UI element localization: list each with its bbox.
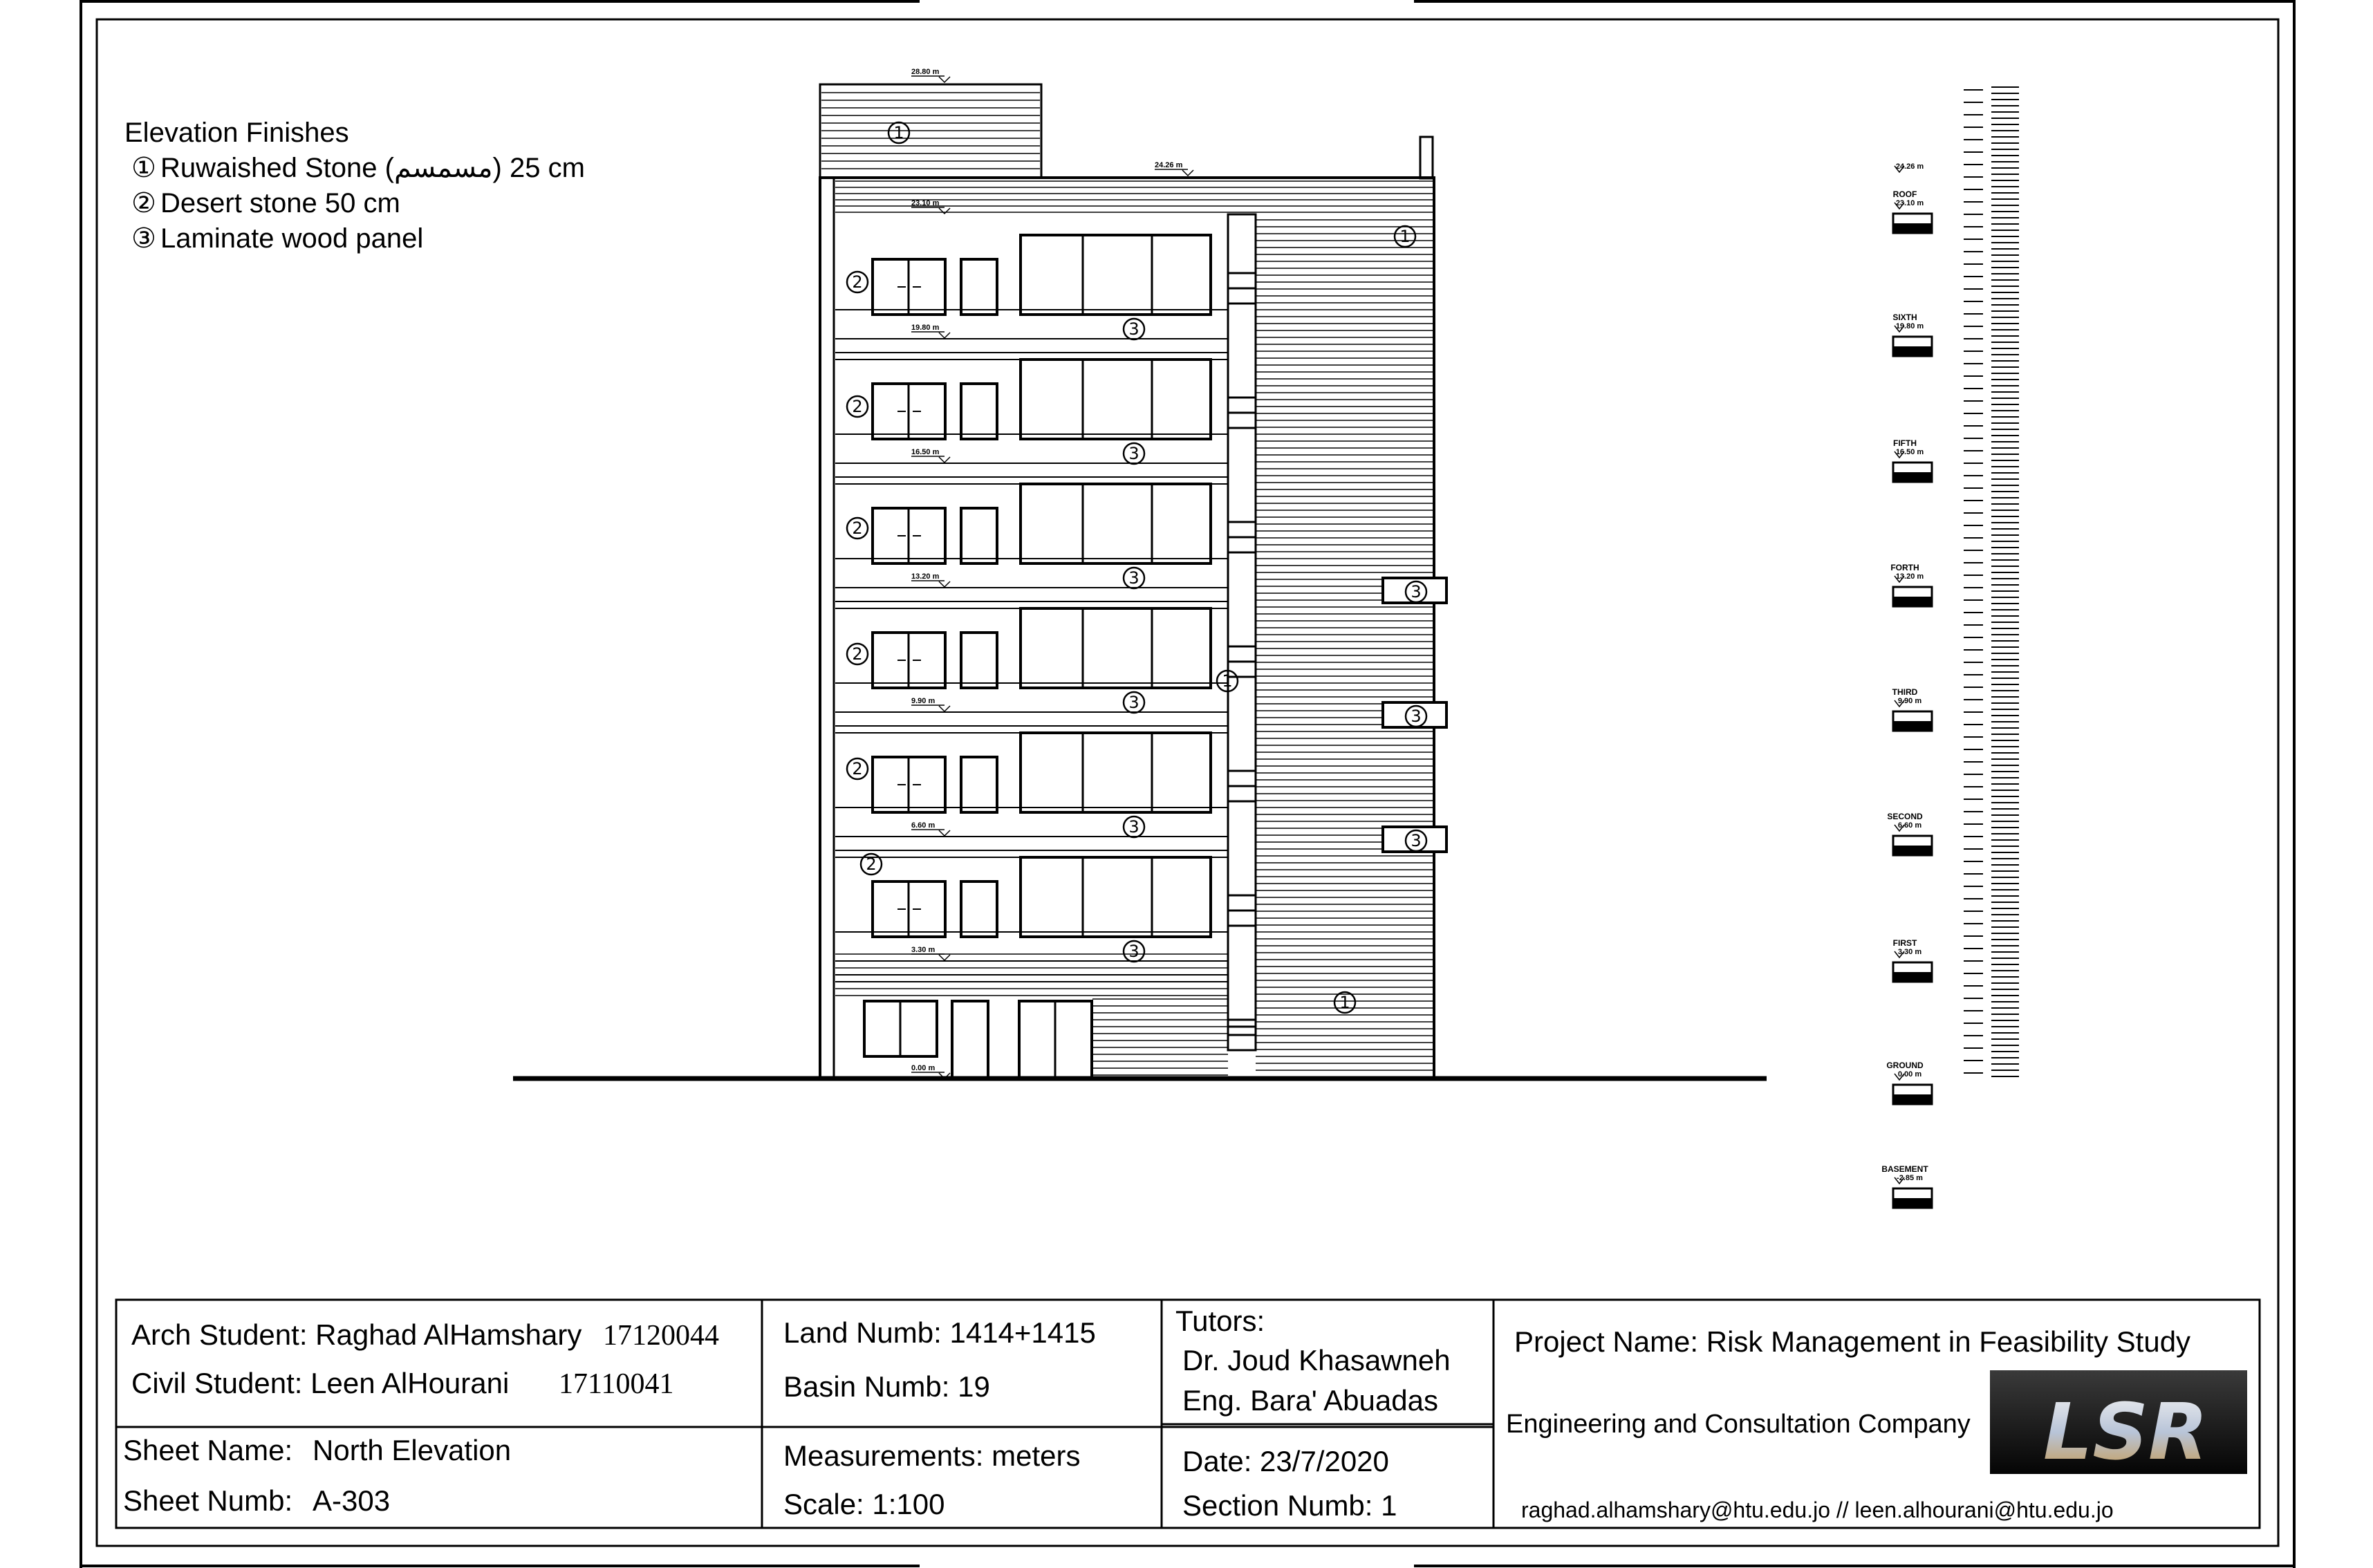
finish-marker-label: 1 [893, 123, 904, 142]
arch-student: Arch Student: Raghad AlHamshary [131, 1318, 582, 1351]
level-name: BASEMENT [1881, 1164, 1928, 1174]
level-elevation: 24.26 m [1895, 162, 1924, 171]
level-elevation: 3.30 m [1897, 948, 1922, 956]
level-name: SECOND [1887, 812, 1923, 821]
elevation-label: 16.50 m [911, 448, 940, 456]
tutor-1: Dr. Joud Khasawneh [1182, 1344, 1451, 1376]
level-name: SIXTH [1892, 312, 1917, 322]
legend-item-2: ② [131, 188, 156, 218]
legend-item-1-text: Ruwaished Stone (مسمسم) 25 cm [160, 153, 585, 183]
glazing [1021, 360, 1211, 439]
finishes-legend [124, 118, 585, 254]
civil-student-id: 17110041 [559, 1368, 674, 1400]
floor [835, 235, 1228, 360]
elevation-arrow [1182, 170, 1193, 176]
level-elevation: 16.50 m [1895, 448, 1924, 456]
level-box-fill [1893, 597, 1932, 606]
finish-marker-label: 1 [1399, 227, 1411, 246]
window-narrow [961, 508, 997, 563]
elevation-label: 9.90 m [911, 697, 936, 705]
parapet-post [1420, 137, 1433, 178]
level-name: GROUND [1886, 1061, 1924, 1070]
scale: Scale: 1:100 [783, 1488, 945, 1520]
glazing [1021, 235, 1211, 315]
finish-marker-label: 2 [852, 397, 863, 416]
glazing [1021, 857, 1211, 937]
arch-student-id: 17120044 [603, 1320, 719, 1352]
level-elevation: -2.85 m [1897, 1174, 1923, 1182]
elevation-label: 6.60 m [911, 821, 936, 830]
floor [835, 857, 1228, 982]
finish-marker-label: 3 [1128, 319, 1139, 339]
level-elevation: 23.10 m [1895, 199, 1924, 207]
floor [835, 484, 1228, 608]
floor [835, 360, 1228, 484]
elevation-arrow [939, 706, 950, 711]
floor [835, 733, 1228, 857]
level-box-fill [1893, 721, 1932, 731]
level-elevation: 0.00 m [1897, 1070, 1922, 1079]
glazing [1021, 484, 1211, 563]
elevation-arrow [939, 830, 950, 836]
level-box-fill [1893, 223, 1932, 233]
sheet-name: North Elevation [313, 1434, 512, 1466]
finish-marker-label: 2 [852, 759, 863, 778]
level-name: THIRD [1892, 687, 1918, 697]
finish-marker-label: 3 [1411, 582, 1422, 601]
project-name: Project Name: Risk Management in Feasibility Study [1514, 1325, 2191, 1358]
ground-door [952, 1001, 988, 1079]
finish-marker-label: 1 [1339, 993, 1350, 1012]
ruler-ticks [1964, 87, 2019, 1076]
level-name: FORTH [1890, 563, 1919, 572]
level-elevation: 6.60 m [1897, 821, 1922, 830]
elevation-arrow [939, 457, 950, 463]
level-name: ROOF [1892, 189, 1917, 199]
level-box-fill [1893, 846, 1932, 855]
finish-marker-label: 2 [852, 644, 863, 664]
logo-text: LSR [2043, 1388, 2208, 1477]
finish-marker-label: 3 [1128, 444, 1139, 463]
glazing [1021, 608, 1211, 688]
company-name: Engineering and Consultation Company [1506, 1410, 1971, 1439]
level-name: FIRST [1892, 938, 1917, 948]
finish-marker-label: 3 [1128, 693, 1139, 712]
window-narrow [961, 881, 997, 937]
emails: raghad.alhamshary@htu.edu.jo // leen.alhourani@htu.edu.jo [1521, 1497, 2114, 1522]
window-narrow [961, 384, 997, 439]
company-logo [1990, 1370, 2247, 1477]
civil-student: Civil Student: Leen AlHourani [131, 1367, 510, 1399]
finish-marker-label: 3 [1128, 817, 1139, 837]
measurements: Measurements: meters [783, 1439, 1081, 1472]
finish-marker-label: 2 [866, 855, 877, 874]
sheet-name-label: Sheet Name: [123, 1434, 293, 1466]
finish-marker-label: 3 [1411, 831, 1422, 850]
level-scale [1881, 162, 1932, 1208]
elevation-label: 0.00 m [911, 1064, 936, 1072]
elevation-label: 24.26 m [1155, 161, 1183, 169]
title-block-text [123, 1305, 2190, 1522]
level-box-fill [1893, 1094, 1932, 1104]
elevation-arrow [939, 955, 950, 960]
elevation-arrow [939, 333, 950, 338]
section-number: Section Numb: 1 [1182, 1489, 1397, 1522]
level-box-fill [1893, 972, 1932, 982]
vertical-column [1228, 214, 1256, 1027]
level-box-fill [1893, 346, 1932, 356]
elevation-arrow [939, 581, 950, 587]
level-elevation: 13.20 m [1895, 572, 1924, 581]
window-narrow [961, 633, 997, 688]
tutor-2: Eng. Bara' Abuadas [1182, 1384, 1438, 1417]
legend-item-2-text: Desert stone 50 cm [160, 188, 400, 218]
elevation-label: 3.30 m [911, 946, 936, 954]
elevation-arrow [939, 77, 950, 82]
sheet-number: A-303 [313, 1484, 391, 1517]
level-elevation: 9.90 m [1897, 697, 1922, 705]
glazing [1021, 733, 1211, 812]
elevation-label: 23.10 m [911, 199, 940, 207]
legend-item-3: ③ [131, 223, 156, 254]
window-narrow [961, 757, 997, 812]
finish-markers [847, 122, 1426, 1013]
finish-marker-label: 3 [1411, 707, 1422, 726]
elevation-label: 19.80 m [911, 324, 940, 332]
level-elevation: 19.80 m [1895, 322, 1924, 330]
finish-marker-label: 1 [1222, 671, 1233, 691]
basin-number: Basin Numb: 19 [783, 1370, 990, 1403]
elevation-label: 13.20 m [911, 572, 940, 581]
sheet-number-label: Sheet Numb: [123, 1484, 293, 1517]
level-box-fill [1893, 472, 1932, 482]
floor [835, 608, 1228, 733]
finish-marker-label: 2 [852, 519, 863, 538]
elevation-label: 28.80 m [911, 68, 940, 76]
finish-marker-label: 3 [1128, 568, 1139, 588]
land-number: Land Numb: 1414+1415 [783, 1316, 1096, 1349]
level-box-fill [1893, 1198, 1932, 1208]
finish-marker-label: 2 [852, 272, 863, 292]
legend-title: Elevation Finishes [124, 118, 349, 148]
legend-item-1: ① [131, 153, 156, 183]
level-name: FIFTH [1893, 438, 1917, 448]
finish-marker-label: 3 [1128, 942, 1139, 961]
date: Date: 23/7/2020 [1182, 1445, 1389, 1477]
elevation-arrow [939, 208, 950, 214]
building-elevation [513, 84, 1767, 1079]
window-narrow [961, 259, 997, 315]
legend-item-3-text: Laminate wood panel [160, 223, 424, 254]
tutors-label: Tutors: [1175, 1305, 1265, 1337]
